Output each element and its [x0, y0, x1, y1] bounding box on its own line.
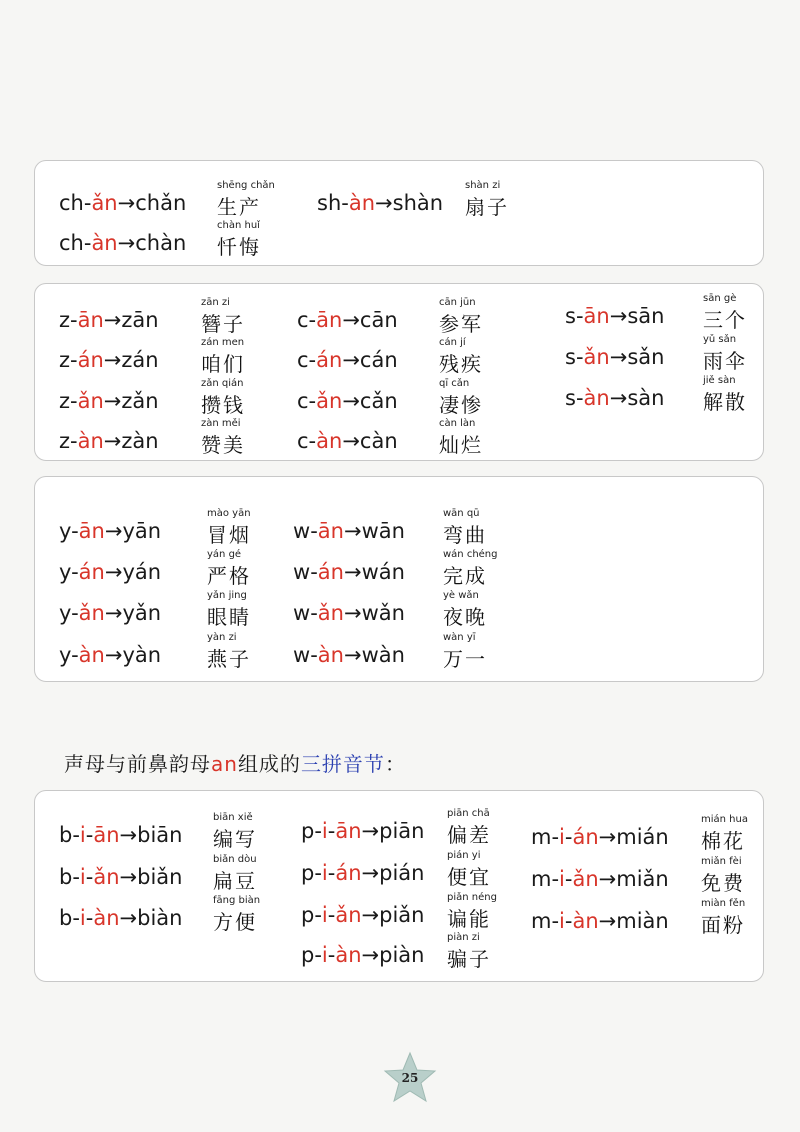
word-pinyin: jiě sàn — [703, 375, 736, 386]
page-number-badge — [382, 1050, 438, 1106]
spelling-box-z-c-s — [34, 283, 764, 461]
section-heading: 声母与前鼻韵母an组成的三拼音节： — [64, 752, 406, 776]
word-pinyin: miàn fěn — [701, 898, 746, 909]
syllable-formula: b-i-ān→biān — [59, 823, 183, 847]
syllable-formula: y-án→yán — [59, 560, 162, 584]
syllable-formula: z-ǎn→zǎn — [59, 389, 159, 413]
example-word — [207, 549, 251, 588]
syllable-formula: m-i-án→mián — [531, 825, 669, 849]
example-word — [465, 180, 509, 219]
word-pinyin: cán jí — [439, 337, 466, 348]
spelling-box-ch-sh — [34, 160, 764, 266]
example-word — [207, 632, 251, 671]
syllable-formula: w-ǎn→wǎn — [293, 601, 405, 625]
example-word — [201, 297, 245, 336]
syllable-formula: c-ǎn→cǎn — [297, 389, 398, 413]
example-word — [447, 850, 491, 889]
example-word — [447, 932, 491, 971]
example-word — [201, 418, 245, 457]
word-hanzi: 燕子 — [207, 647, 251, 671]
example-word — [701, 898, 746, 937]
syllable-formula: s-ān→sān — [565, 304, 665, 328]
syllable-formula: z-ān→zān — [59, 308, 159, 332]
word-hanzi: 眼睛 — [207, 605, 251, 629]
word-pinyin: yàn zi — [207, 632, 237, 643]
example-word — [201, 337, 245, 376]
word-hanzi: 雨伞 — [703, 349, 747, 373]
example-word — [701, 814, 748, 853]
word-pinyin: yǔ sǎn — [703, 334, 737, 345]
syllable-formula: w-àn→wàn — [293, 643, 405, 667]
word-hanzi: 咱们 — [201, 352, 245, 376]
word-pinyin: piàn zi — [447, 932, 480, 943]
example-word — [207, 590, 251, 629]
word-pinyin: shēng chǎn — [217, 180, 275, 191]
word-pinyin: wān qū — [443, 508, 480, 519]
word-hanzi: 冒烟 — [207, 523, 251, 547]
example-word — [443, 590, 487, 629]
syllable-formula: b-i-àn→biàn — [59, 906, 183, 930]
word-pinyin: zān zi — [201, 297, 230, 308]
word-hanzi: 棉花 — [701, 829, 745, 853]
word-pinyin: càn làn — [439, 418, 476, 429]
word-pinyin: pián yi — [447, 850, 481, 861]
example-word — [447, 808, 491, 847]
word-hanzi: 扇子 — [465, 195, 509, 219]
word-pinyin: yán gé — [207, 549, 242, 560]
example-word — [217, 220, 261, 259]
word-hanzi: 骗子 — [447, 947, 491, 971]
word-hanzi: 编写 — [213, 827, 257, 851]
spelling-box-three-part — [34, 790, 764, 982]
word-hanzi: 弯曲 — [443, 523, 487, 547]
syllable-formula: w-ān→wān — [293, 519, 405, 543]
syllable-formula: z-án→zán — [59, 348, 159, 372]
word-hanzi: 扁豆 — [213, 869, 257, 893]
word-pinyin: piān chā — [447, 808, 490, 819]
example-word — [703, 334, 747, 373]
word-pinyin: miǎn fèi — [701, 856, 742, 867]
example-word — [703, 375, 747, 414]
syllable-formula: m-i-àn→miàn — [531, 909, 669, 933]
word-pinyin: wán chéng — [443, 549, 498, 560]
word-hanzi: 便宜 — [447, 865, 491, 889]
example-word — [439, 297, 483, 336]
word-pinyin: piǎn néng — [447, 892, 497, 903]
page-number: 25 — [401, 1071, 419, 1085]
word-hanzi: 残疾 — [439, 352, 483, 376]
word-pinyin: qī cǎn — [439, 378, 470, 389]
word-hanzi: 方便 — [213, 910, 257, 934]
example-word — [201, 378, 245, 417]
example-word — [447, 892, 497, 931]
spelling-box-y-w — [34, 476, 764, 682]
word-pinyin: mián hua — [701, 814, 748, 825]
syllable-formula: c-ān→cān — [297, 308, 398, 332]
syllable-formula: sh-àn→shàn — [317, 191, 444, 215]
word-hanzi: 严格 — [207, 564, 251, 588]
word-pinyin: fāng biàn — [213, 895, 261, 906]
syllable-formula: b-i-ǎn→biǎn — [59, 865, 183, 889]
syllable-formula: c-án→cán — [297, 348, 398, 372]
word-pinyin: yè wǎn — [443, 590, 479, 601]
word-hanzi: 攒钱 — [201, 393, 245, 417]
word-hanzi: 面粉 — [701, 913, 745, 937]
word-pinyin: zàn měi — [201, 418, 241, 429]
syllable-formula: p-i-ǎn→piǎn — [301, 903, 425, 927]
example-word — [207, 508, 251, 547]
word-pinyin: biān xiě — [213, 812, 253, 823]
example-word — [213, 812, 257, 851]
word-hanzi: 解散 — [703, 390, 747, 414]
word-hanzi: 免费 — [701, 871, 745, 895]
syllable-formula: p-i-àn→piàn — [301, 943, 425, 967]
syllable-formula: m-i-ǎn→miǎn — [531, 867, 669, 891]
syllable-formula: y-ān→yān — [59, 519, 162, 543]
syllable-formula: y-ǎn→yǎn — [59, 601, 162, 625]
example-word — [701, 856, 745, 895]
word-pinyin: yǎn jing — [207, 590, 247, 601]
word-hanzi: 完成 — [443, 564, 487, 588]
word-pinyin: biǎn dòu — [213, 854, 257, 865]
word-pinyin: chàn huǐ — [217, 220, 260, 231]
example-word — [443, 632, 487, 671]
syllable-formula: s-ǎn→sǎn — [565, 345, 665, 369]
syllable-formula: ch-ǎn→chǎn — [59, 191, 187, 215]
example-word — [443, 508, 487, 547]
example-word — [439, 378, 483, 417]
word-hanzi: 簪子 — [201, 312, 245, 336]
example-word — [213, 895, 261, 934]
syllable-formula: ch-àn→chàn — [59, 231, 187, 255]
word-hanzi: 生产 — [217, 195, 261, 219]
example-word — [439, 418, 483, 457]
word-pinyin: wàn yī — [443, 632, 476, 643]
example-word — [703, 293, 747, 332]
word-hanzi: 偏差 — [447, 823, 491, 847]
word-hanzi: 忏悔 — [217, 235, 261, 259]
word-pinyin: shàn zi — [465, 180, 501, 191]
word-hanzi: 凄惨 — [439, 393, 483, 417]
word-hanzi: 万一 — [443, 647, 487, 671]
syllable-formula: y-àn→yàn — [59, 643, 162, 667]
word-hanzi: 三个 — [703, 308, 747, 332]
word-hanzi: 赞美 — [201, 433, 245, 457]
example-word — [443, 549, 498, 588]
word-pinyin: sān gè — [703, 293, 737, 304]
example-word — [213, 854, 257, 893]
syllable-formula: p-i-ān→piān — [301, 819, 425, 843]
word-hanzi: 灿烂 — [439, 433, 483, 457]
syllable-formula: z-àn→zàn — [59, 429, 159, 453]
syllable-formula: p-i-án→pián — [301, 861, 425, 885]
word-pinyin: cān jūn — [439, 297, 476, 308]
example-word — [217, 180, 275, 219]
syllable-formula: s-àn→sàn — [565, 386, 665, 410]
syllable-formula: w-án→wán — [293, 560, 405, 584]
example-word — [439, 337, 483, 376]
word-pinyin: zán men — [201, 337, 245, 348]
word-pinyin: mào yān — [207, 508, 251, 519]
syllable-formula: c-àn→càn — [297, 429, 398, 453]
word-hanzi: 夜晚 — [443, 605, 487, 629]
word-hanzi: 谝能 — [447, 907, 491, 931]
word-hanzi: 参军 — [439, 312, 483, 336]
word-pinyin: zǎn qián — [201, 378, 244, 389]
